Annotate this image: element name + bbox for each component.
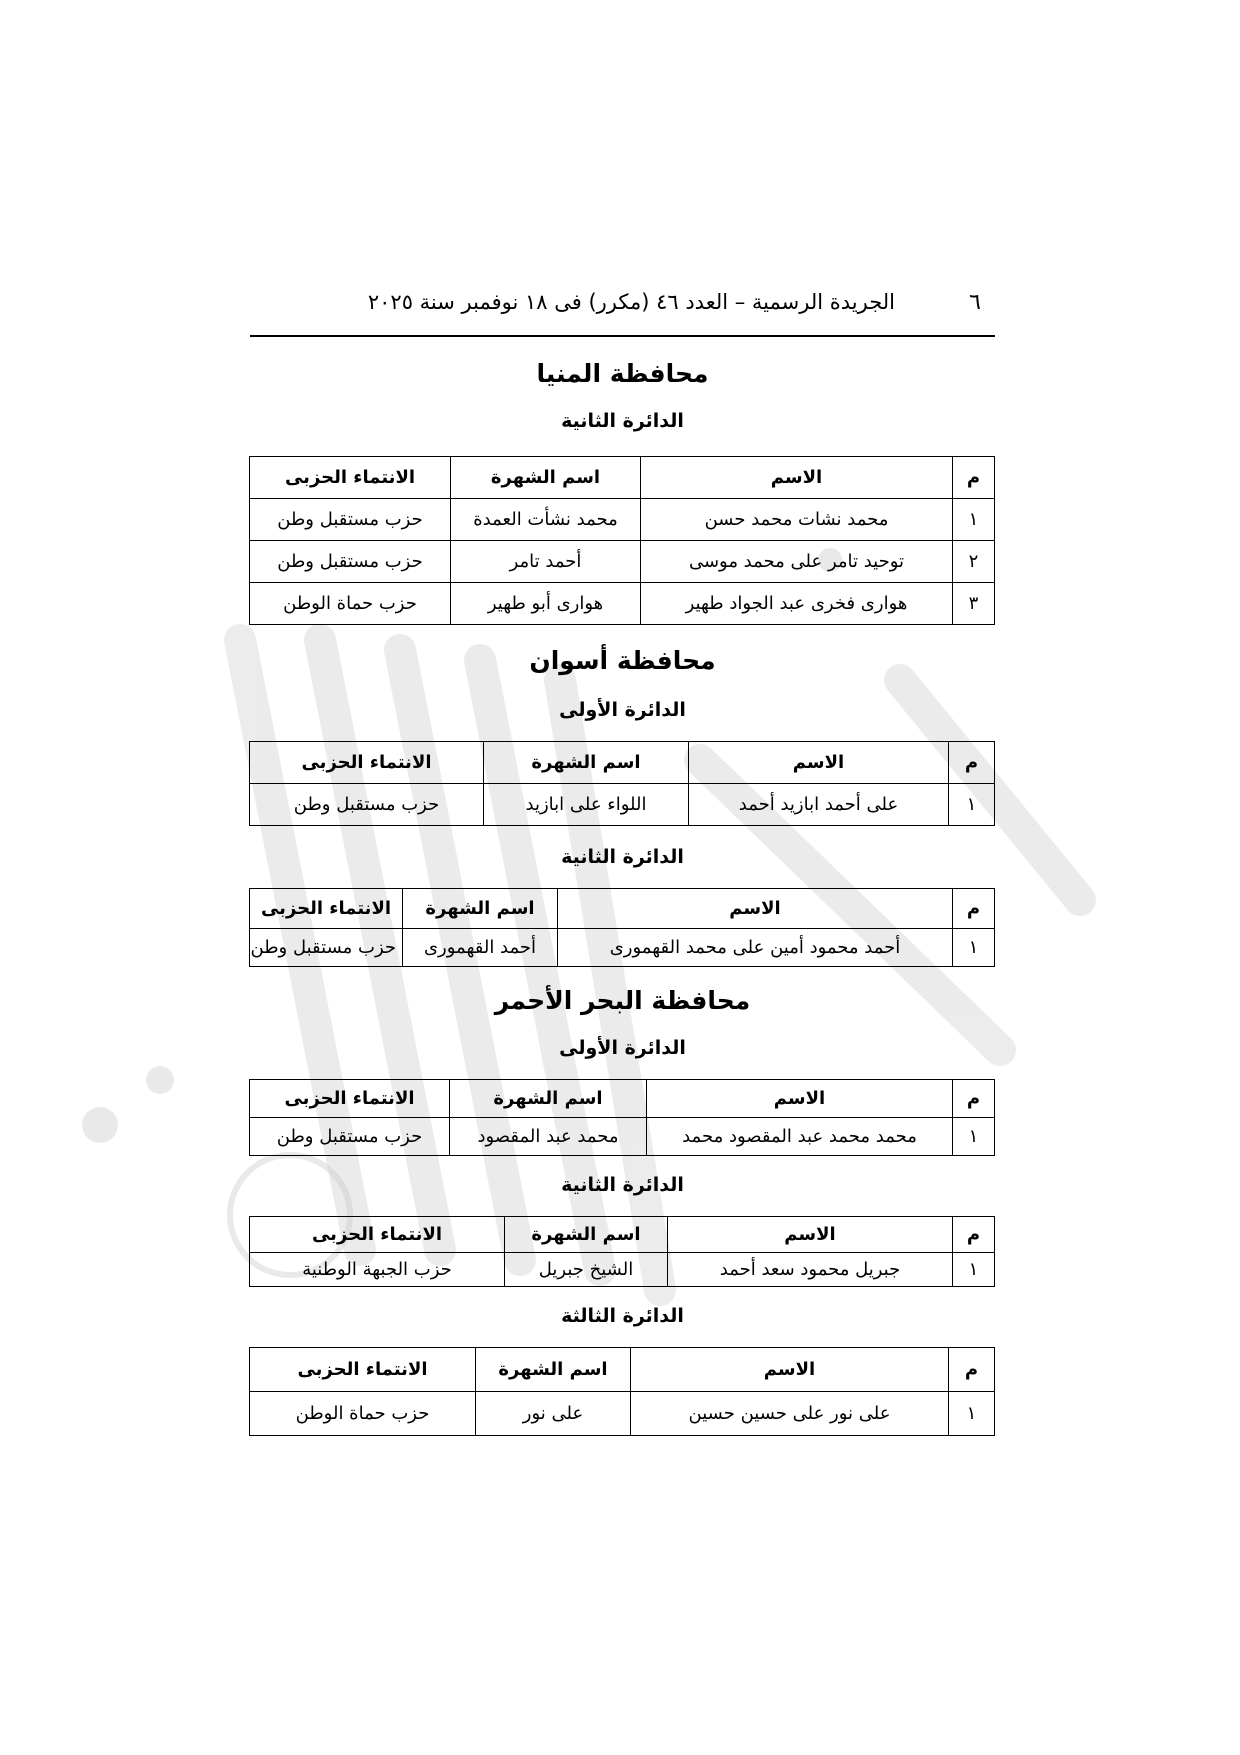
column-header-party: الانتماء الحزبى	[250, 1348, 476, 1392]
circuit-title: الدائرة الأولى	[559, 1037, 686, 1059]
gazette-title: الجريدة الرسمية – العدد ٤٦ (مكرر) فى ١٨ نوفمبر سنة ٢٠٢٥	[367, 290, 895, 314]
column-header-name: الاسم	[558, 889, 953, 929]
table-header-row	[250, 1348, 995, 1392]
table-header-row	[250, 889, 995, 929]
column-header-party: الانتماء الحزبى	[250, 1080, 450, 1118]
circuit-title: الدائرة الثانية	[561, 846, 684, 868]
column-header-num: م	[953, 889, 995, 929]
cell-num: ١	[953, 499, 995, 541]
candidates-table	[249, 1347, 995, 1436]
cell-nickname: هوارى أبو طهير	[451, 583, 641, 625]
circuit-title: الدائرة الثانية	[561, 410, 684, 432]
column-header-nickname: اسم الشهرة	[403, 889, 558, 929]
cell-num: ١	[953, 929, 995, 967]
column-header-name: الاسم	[647, 1080, 953, 1118]
table-row	[250, 1392, 995, 1436]
governorate-title: محافظة أسوان	[529, 646, 716, 675]
header-rule	[250, 335, 995, 337]
candidates-table	[249, 741, 995, 826]
column-header-nickname: اسم الشهرة	[451, 457, 641, 499]
cell-name: على نور على حسين حسين	[631, 1392, 949, 1436]
circuit-title: الدائرة الثالثة	[561, 1305, 684, 1327]
column-header-party: الانتماء الحزبى	[250, 742, 484, 784]
cell-party: حزب مستقبل وطن	[250, 784, 484, 826]
cell-num: ١	[953, 1118, 995, 1156]
cell-num: ٣	[953, 583, 995, 625]
column-header-party: الانتماء الحزبى	[250, 457, 451, 499]
column-header-nickname: اسم الشهرة	[484, 742, 689, 784]
document-body	[250, 350, 995, 1436]
table-header-row	[250, 1080, 995, 1118]
table-row	[250, 929, 995, 967]
cell-name: جبريل محمود سعد أحمد	[668, 1253, 953, 1287]
column-header-num: م	[953, 1080, 995, 1118]
candidates-table	[249, 1079, 995, 1156]
cell-name: أحمد محمود أمين على محمد القهمورى	[558, 929, 953, 967]
cell-num: ٢	[953, 541, 995, 583]
cell-nickname: على نور	[476, 1392, 631, 1436]
column-header-party: الانتماء الحزبى	[250, 889, 403, 929]
column-header-name: الاسم	[631, 1348, 949, 1392]
circuit-title: الدائرة الأولى	[559, 699, 686, 721]
table-header-row	[250, 457, 995, 499]
cell-name: توحيد تامر على محمد موسى	[641, 541, 953, 583]
column-header-num: م	[953, 1217, 995, 1253]
candidates-table	[249, 888, 995, 967]
column-header-nickname: اسم الشهرة	[450, 1080, 647, 1118]
governorate-title: محافظة البحر الأحمر	[494, 986, 751, 1015]
cell-party: حزب مستقبل وطن	[250, 929, 403, 967]
circuit-title: الدائرة الثانية	[561, 1174, 684, 1196]
column-header-party: الانتماء الحزبى	[250, 1217, 505, 1253]
governorate-title: محافظة المنيا	[536, 359, 709, 388]
cell-nickname: أحمد تامر	[451, 541, 641, 583]
cell-nickname: الشيخ جبريل	[505, 1253, 668, 1287]
table-row	[250, 1253, 995, 1287]
cell-party: حزب حماة الوطن	[250, 583, 451, 625]
table-header-row	[250, 1217, 995, 1253]
column-header-name: الاسم	[668, 1217, 953, 1253]
table-row	[250, 541, 995, 583]
table-row	[250, 583, 995, 625]
cell-num: ١	[949, 1392, 995, 1436]
cell-party: حزب مستقبل وطن	[250, 541, 451, 583]
cell-nickname: اللواء على ابازيد	[484, 784, 689, 826]
column-header-nickname: اسم الشهرة	[476, 1348, 631, 1392]
cell-name: محمد نشات محمد حسن	[641, 499, 953, 541]
column-header-name: الاسم	[689, 742, 949, 784]
table-row	[250, 784, 995, 826]
cell-name: محمد محمد عبد المقصود محمد	[647, 1118, 953, 1156]
cell-nickname: أحمد القهمورى	[403, 929, 558, 967]
page-header	[250, 280, 995, 340]
column-header-nickname: اسم الشهرة	[505, 1217, 668, 1253]
cell-party: حزب حماة الوطن	[250, 1392, 476, 1436]
column-header-name: الاسم	[641, 457, 953, 499]
cell-nickname: محمد نشأت العمدة	[451, 499, 641, 541]
cell-name: على أحمد ابازيد أحمد	[689, 784, 949, 826]
column-header-num: م	[949, 742, 995, 784]
candidates-table	[249, 1216, 995, 1287]
table-header-row	[250, 742, 995, 784]
cell-party: حزب الجبهة الوطنية	[250, 1253, 505, 1287]
column-header-num: م	[953, 457, 995, 499]
column-header-num: م	[949, 1348, 995, 1392]
cell-party: حزب مستقبل وطن	[250, 1118, 450, 1156]
cell-nickname: محمد عبد المقصود	[450, 1118, 647, 1156]
page-number: ٦	[969, 290, 981, 315]
cell-party: حزب مستقبل وطن	[250, 499, 451, 541]
table-row	[250, 1118, 995, 1156]
candidates-table	[249, 456, 995, 625]
cell-num: ١	[953, 1253, 995, 1287]
cell-name: هوارى فخرى عبد الجواد طهير	[641, 583, 953, 625]
table-row	[250, 499, 995, 541]
cell-num: ١	[949, 784, 995, 826]
